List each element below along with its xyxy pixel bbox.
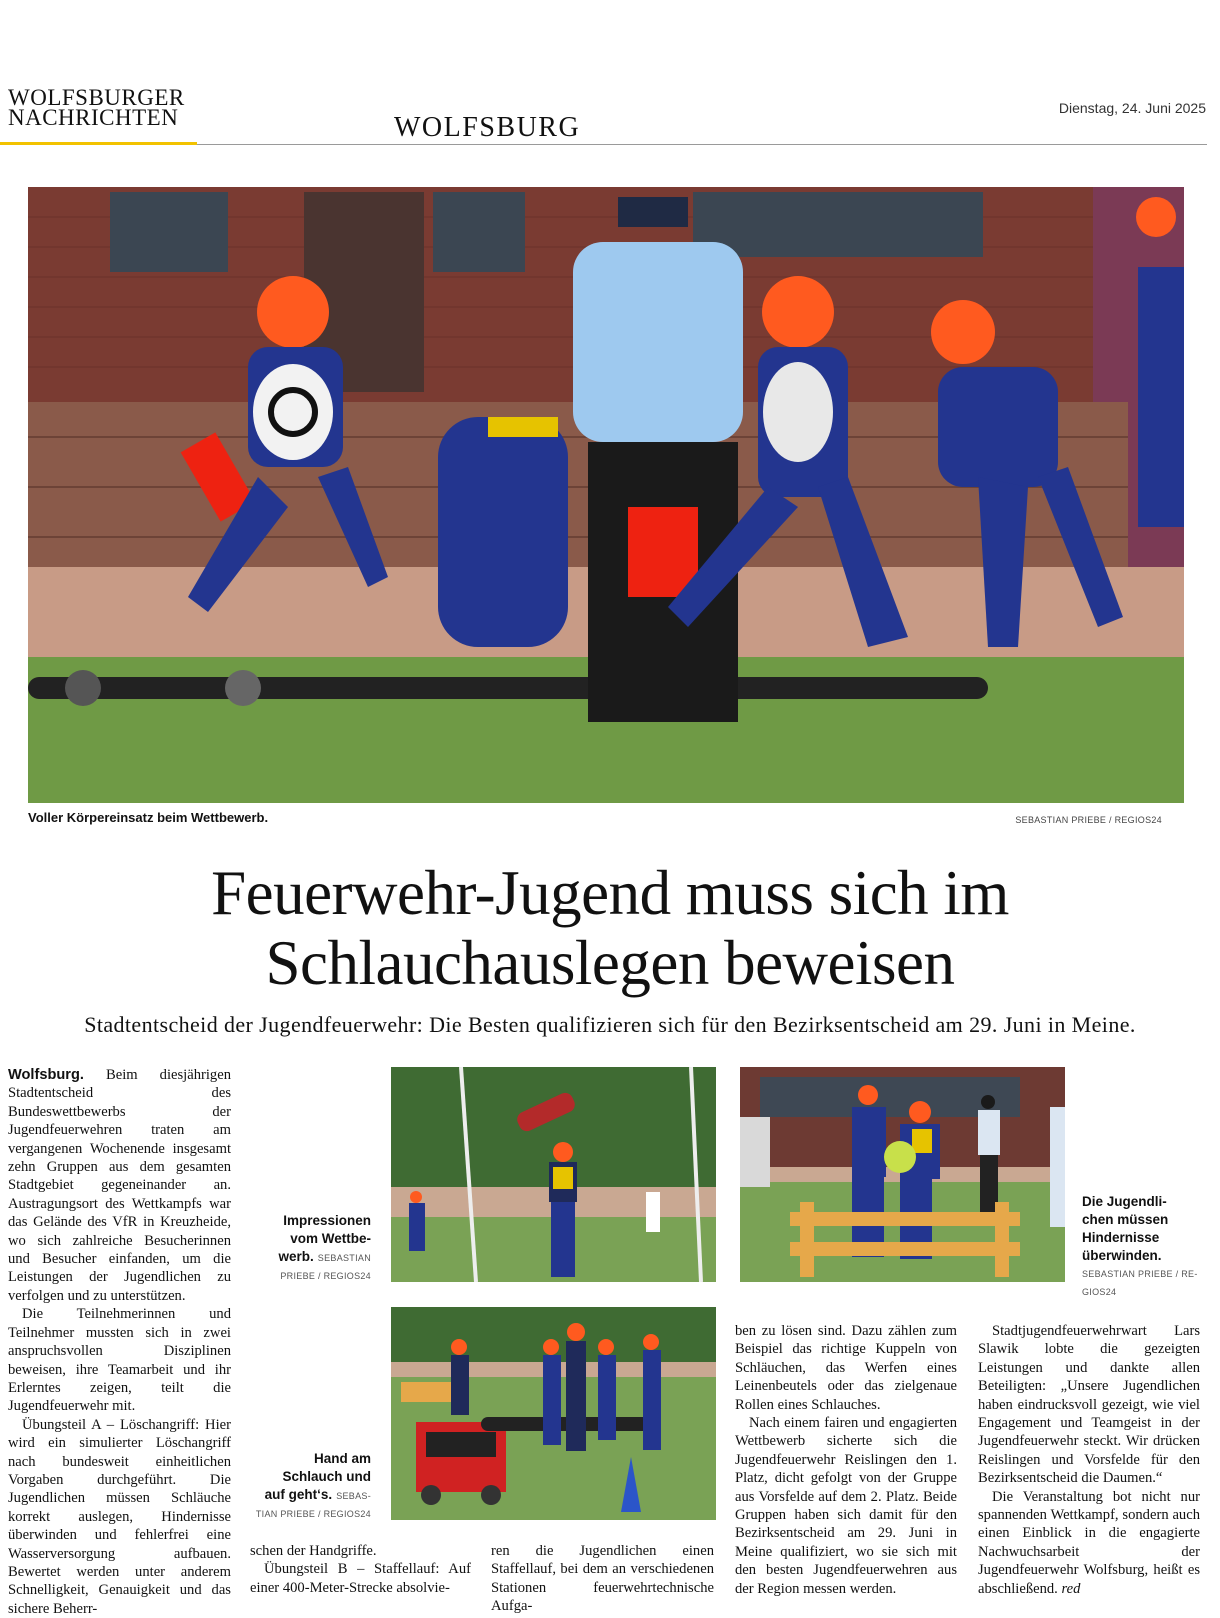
masthead-line2: NACHRICHTEN <box>8 105 179 130</box>
article-paragraph-1-text: Beim diesjährigen Stadtentscheid des Bundeswettbewerbs der Jugendfeuerwehren traten am vergangenen Wochenende insgesamt zehn Gruppen aus dem gesamten Stadtgebiet gegeneinander an. Austragungsort des Wettkampfs war das Gelände des VfR in Kreuzheide, wo sich zahlreiche Besucherinnen und Besucher einfanden, um die Leistungen der Jugendlichen zu verfolgen und zu unterstützen. <box>8 1067 231 1304</box>
photo4-caption-line4: überwinden. <box>1082 1248 1162 1263</box>
masthead-accent-bar <box>0 142 197 145</box>
article-column-5 <box>978 1322 1200 1598</box>
article-dateline: Wolfsburg. <box>8 1067 84 1083</box>
masthead-line1: WOLFSBURGER <box>8 85 185 110</box>
article-col5-paragraph-2 <box>978 1488 1200 1598</box>
article-paragraph-2: Die Teilnehmerinnen und Teilnehmer mussten sich in zwei anspruchsvollen Disziplinen beweisen, ihre Teamarbeit und ihr Erlerntes zeigen, teilt die Jugendfeuerwehr mit. <box>8 1306 231 1415</box>
photo-impressions-illustration <box>391 1067 716 1282</box>
photo2-credit-line2: PRIEBE / REGIOS24 <box>280 1271 371 1281</box>
main-photo-credit: SEBASTIAN PRIEBE / REGIOS24 <box>1015 815 1162 825</box>
article-column-2 <box>250 1542 471 1597</box>
article-column-4 <box>735 1322 957 1598</box>
photo2-credit-line1: SEBASTIAN <box>317 1253 371 1263</box>
photo-hose-illustration <box>391 1307 716 1520</box>
photo3-caption-block <box>248 1450 371 1523</box>
masthead <box>8 85 185 130</box>
photo2-caption-line2: vom Wettbe- <box>290 1231 371 1246</box>
article-col5-paragraph-1: Stadtjugendfeuerwehrwart Lars Slawik lobte die gezeigten Leistungen und dankte allen Beteiligten: „Unsere Jugendlichen haben eindrucksvoll gezeigt, wie viel Engagement und Teamgeist in der Jugendfeuerwehr steckt. Wir drücken Reislingen und Vorsfelde für den Bezirksentscheid die Daumen.“ <box>978 1323 1200 1487</box>
article-col4-paragraph-2: Nach einem fairen und engagierten Wettbewerb sicherte sich die Jugendfeuerwehr Reislingen den 1. Platz, dicht gefolgt von der Gruppe aus Vorsfelde auf dem 2. Platz. Beide Gruppen haben sich damit für den Bezirksentscheid am 29. Juni in Meine qualifiziert, wo sie sich mit den besten Jugendfeuerwehren aus der Region messen werden. <box>735 1415 957 1597</box>
article-col5-paragraph-2-text: Die Veranstaltung bot nicht nur spannenden Wettkampf, sondern auch einen Einblick in die engagierte Nachwuchsarbeit der Jugendfeuerwehr Wolfsburg, heißt es abschließend. <box>978 1488 1200 1597</box>
article-col3-paragraph-1: ren die Jugendlichen einen Staffellauf, bei dem an verschiedenen Stationen feuerwehrtechnische Aufga- <box>491 1543 714 1615</box>
photo3-caption-line3: auf geht‘s. <box>264 1487 333 1502</box>
photo-hose <box>391 1307 716 1520</box>
photo-obstacle-illustration <box>740 1067 1065 1282</box>
main-photo <box>28 187 1184 803</box>
photo3-caption-line2: Schlauch und <box>282 1469 371 1484</box>
headline-line2: Schlauchauslegen beweisen <box>265 928 955 998</box>
photo4-caption-line2: chen müssen <box>1082 1212 1169 1227</box>
photo2-caption-block <box>258 1212 371 1285</box>
article-paragraph-1 <box>8 1066 231 1305</box>
photo2-caption-line1: Impressionen <box>283 1213 371 1228</box>
photo3-credit-line2: TIAN PRIEBE / REGIOS24 <box>255 1509 371 1519</box>
photo4-caption-block <box>1082 1193 1207 1301</box>
photo2-caption-line3: werb. <box>278 1249 314 1264</box>
article-col2-paragraph-2: Übungsteil B – Staffellauf: Auf einer 400-Meter-Strecke absolvie- <box>250 1561 471 1596</box>
photo3-caption-line1: Hand am <box>313 1451 371 1466</box>
photo4-caption-line1: Die Jugendli- <box>1082 1194 1167 1209</box>
photo4-credit-line2: GIOS24 <box>1082 1287 1117 1297</box>
photo-impressions <box>391 1067 716 1282</box>
article-col4-paragraph-1: ben zu lösen sind. Dazu zählen zum Beispiel das richtige Kuppeln von Schläuchen, das Werfen eines Leinenbeutels oder das zielgenaue Rollen eines Schlauches. <box>735 1323 957 1413</box>
article-subheadline: Stadtentscheid der Jugendfeuerwehr: Die Besten qualifizieren sich für den Bezirksentscheid am 29. Juni in Meine. <box>84 1012 1136 1037</box>
article-paragraph-3: Übungsteil A – Löschangriff: Hier wird ein simulierter Löschangriff nach bundesweit einheitlichen Vorgaben durchgeführt. Die Jugendlichen müssen Schläuche korrekt auslegen, Hindernisse überwinden und fehlerfrei eine Wasserversorgung aufbauen. Bewertet werden unter anderem Schnelligkeit, Genauigkeit und das sichere Beherr- <box>8 1416 231 1617</box>
headline-line1: Feuerwehr-Jugend muss sich im <box>211 858 1009 928</box>
photo-obstacle <box>740 1067 1065 1282</box>
article-col2-paragraph-1: schen der Handgriffe. <box>250 1543 377 1559</box>
photo4-caption-line3: Hindernisse <box>1082 1230 1160 1245</box>
photo3-credit-line1: SEBAS- <box>336 1491 371 1501</box>
article-column-3 <box>491 1542 714 1616</box>
main-photo-caption: Voller Körpereinsatz beim Wettbewerb. <box>28 810 269 825</box>
photo4-credit-line1: SEBASTIAN PRIEBE / RE- <box>1082 1269 1198 1279</box>
section-title: WOLFSBURG <box>394 112 581 143</box>
issue-date: Dienstag, 24. Juni 2025 <box>1058 100 1206 116</box>
main-photo-illustration <box>28 187 1184 803</box>
header-rule <box>197 144 1207 145</box>
article-column-1 <box>8 1066 231 1618</box>
article-signature: red <box>1061 1580 1081 1597</box>
article-headline <box>0 858 1220 998</box>
